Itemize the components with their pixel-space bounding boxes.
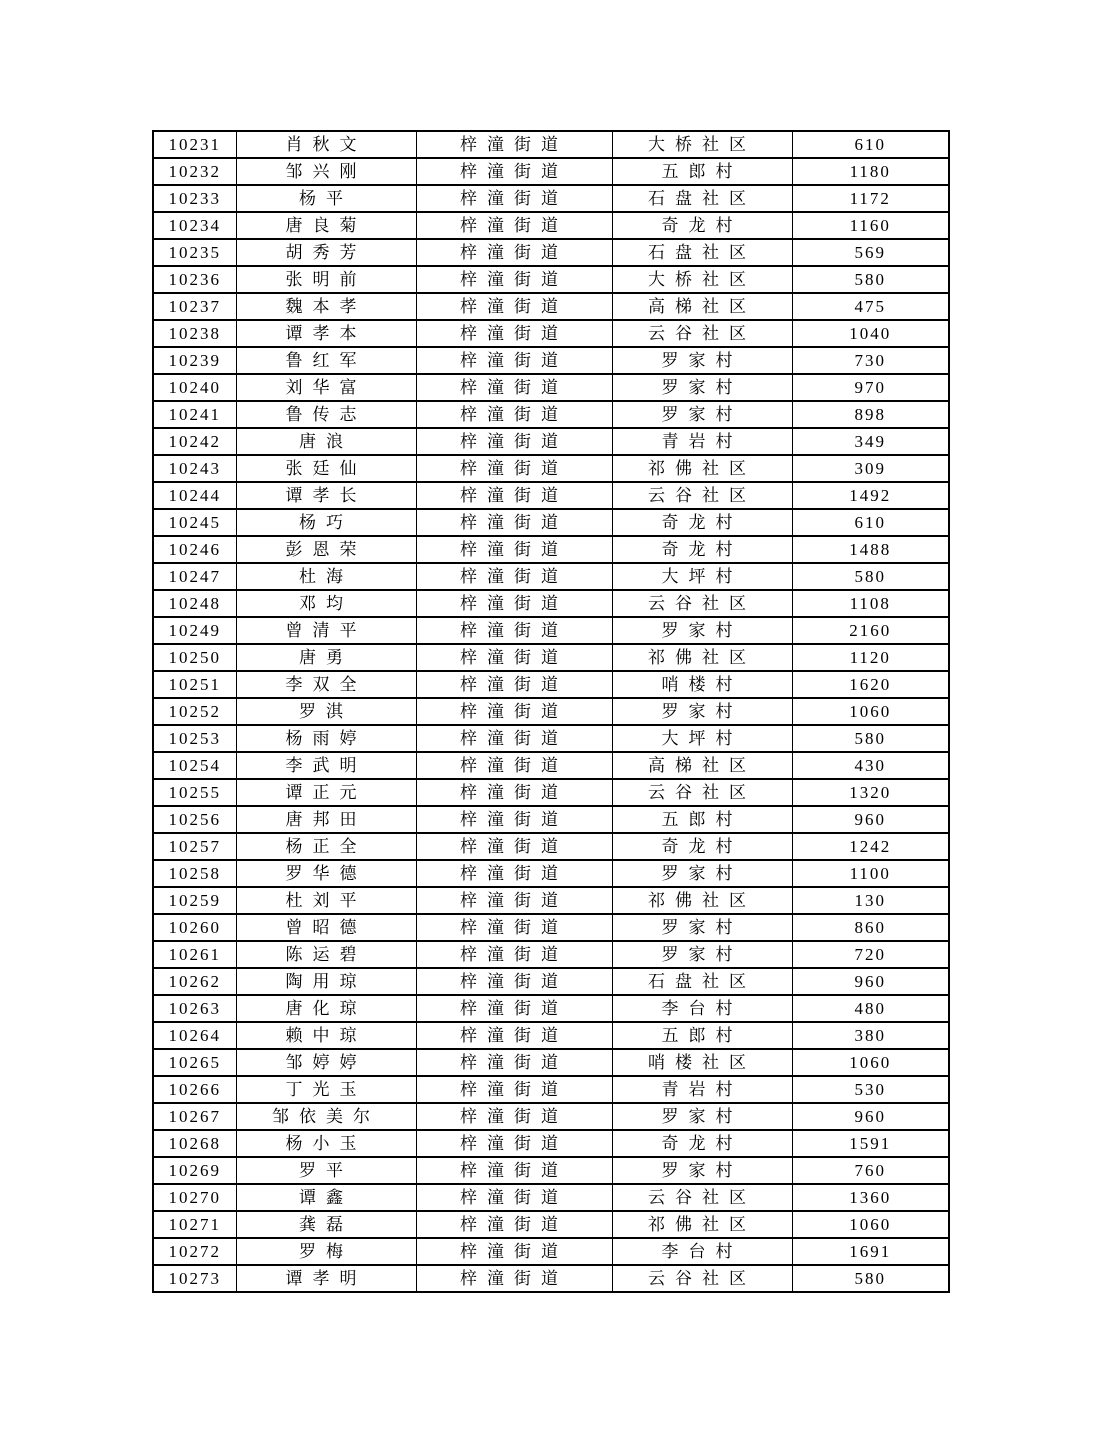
cell-village: 五郎村 (612, 806, 792, 833)
cell-amount: 720 (792, 941, 949, 968)
cell-record-id: 10239 (153, 347, 236, 374)
cell-record-id: 10256 (153, 806, 236, 833)
table-row (153, 1076, 949, 1103)
table-row (153, 347, 949, 374)
cell-village: 奇龙村 (612, 833, 792, 860)
cell-village: 奇龙村 (612, 212, 792, 239)
cell-street: 梓潼街道 (416, 1103, 612, 1130)
cell-record-id: 10234 (153, 212, 236, 239)
cell-record-id: 10241 (153, 401, 236, 428)
cell-village: 李台村 (612, 1238, 792, 1265)
cell-village: 云谷社区 (612, 482, 792, 509)
cell-person-name: 邓均 (236, 590, 416, 617)
cell-record-id: 10263 (153, 995, 236, 1022)
cell-village: 罗家村 (612, 698, 792, 725)
cell-street: 梓潼街道 (416, 185, 612, 212)
table-row (153, 995, 949, 1022)
cell-person-name: 唐邦田 (236, 806, 416, 833)
cell-village: 云谷社区 (612, 779, 792, 806)
cell-street: 梓潼街道 (416, 1130, 612, 1157)
cell-record-id: 10255 (153, 779, 236, 806)
table-row (153, 293, 949, 320)
cell-amount: 580 (792, 266, 949, 293)
records-table-body (153, 131, 949, 1292)
table-row (153, 860, 949, 887)
cell-person-name: 赖中琼 (236, 1022, 416, 1049)
cell-record-id: 10253 (153, 725, 236, 752)
table-row (153, 887, 949, 914)
cell-street: 梓潼街道 (416, 617, 612, 644)
cell-village: 石盘社区 (612, 968, 792, 995)
cell-amount: 1120 (792, 644, 949, 671)
cell-street: 梓潼街道 (416, 860, 612, 887)
cell-street: 梓潼街道 (416, 914, 612, 941)
cell-amount: 1492 (792, 482, 949, 509)
table-row (153, 1130, 949, 1157)
cell-person-name: 谭孝明 (236, 1265, 416, 1292)
cell-person-name: 唐良菊 (236, 212, 416, 239)
cell-village: 罗家村 (612, 374, 792, 401)
cell-person-name: 邹兴刚 (236, 158, 416, 185)
table-row (153, 266, 949, 293)
cell-amount: 1620 (792, 671, 949, 698)
cell-street: 梓潼街道 (416, 1211, 612, 1238)
cell-record-id: 10231 (153, 131, 236, 158)
table-row (153, 1049, 949, 1076)
cell-person-name: 丁光玉 (236, 1076, 416, 1103)
cell-record-id: 10262 (153, 968, 236, 995)
cell-person-name: 谭孝本 (236, 320, 416, 347)
table-row (153, 590, 949, 617)
table-row (153, 239, 949, 266)
cell-person-name: 胡秀芳 (236, 239, 416, 266)
cell-village: 奇龙村 (612, 509, 792, 536)
cell-amount: 569 (792, 239, 949, 266)
cell-street: 梓潼街道 (416, 401, 612, 428)
cell-amount: 960 (792, 1103, 949, 1130)
table-row (153, 131, 949, 158)
cell-street: 梓潼街道 (416, 941, 612, 968)
cell-amount: 380 (792, 1022, 949, 1049)
cell-village: 罗家村 (612, 941, 792, 968)
cell-amount: 475 (792, 293, 949, 320)
cell-street: 梓潼街道 (416, 752, 612, 779)
cell-person-name: 杨巧 (236, 509, 416, 536)
cell-record-id: 10248 (153, 590, 236, 617)
cell-street: 梓潼街道 (416, 563, 612, 590)
cell-person-name: 罗华德 (236, 860, 416, 887)
cell-amount: 898 (792, 401, 949, 428)
cell-amount: 1180 (792, 158, 949, 185)
cell-person-name: 谭鑫 (236, 1184, 416, 1211)
cell-amount: 309 (792, 455, 949, 482)
cell-amount: 1591 (792, 1130, 949, 1157)
table-row (153, 779, 949, 806)
cell-street: 梓潼街道 (416, 509, 612, 536)
cell-record-id: 10272 (153, 1238, 236, 1265)
cell-amount: 960 (792, 968, 949, 995)
table-row (153, 536, 949, 563)
cell-person-name: 张明前 (236, 266, 416, 293)
cell-amount: 610 (792, 131, 949, 158)
cell-street: 梓潼街道 (416, 482, 612, 509)
cell-street: 梓潼街道 (416, 131, 612, 158)
table-row (153, 968, 949, 995)
cell-record-id: 10260 (153, 914, 236, 941)
table-row (153, 482, 949, 509)
cell-village: 云谷社区 (612, 320, 792, 347)
cell-amount: 580 (792, 563, 949, 590)
cell-street: 梓潼街道 (416, 725, 612, 752)
cell-village: 云谷社区 (612, 1184, 792, 1211)
cell-street: 梓潼街道 (416, 1265, 612, 1292)
cell-village: 罗家村 (612, 401, 792, 428)
cell-person-name: 鲁红军 (236, 347, 416, 374)
cell-amount: 349 (792, 428, 949, 455)
cell-street: 梓潼街道 (416, 806, 612, 833)
cell-record-id: 10236 (153, 266, 236, 293)
table-row (153, 428, 949, 455)
table-row (153, 563, 949, 590)
cell-street: 梓潼街道 (416, 320, 612, 347)
table-row (153, 698, 949, 725)
cell-street: 梓潼街道 (416, 1184, 612, 1211)
table-row (153, 752, 949, 779)
cell-street: 梓潼街道 (416, 374, 612, 401)
cell-amount: 1060 (792, 1049, 949, 1076)
cell-amount: 610 (792, 509, 949, 536)
cell-village: 大桥社区 (612, 131, 792, 158)
table-row (153, 617, 949, 644)
cell-village: 大桥社区 (612, 266, 792, 293)
cell-amount: 480 (792, 995, 949, 1022)
cell-amount: 1691 (792, 1238, 949, 1265)
cell-person-name: 龚磊 (236, 1211, 416, 1238)
cell-village: 罗家村 (612, 1157, 792, 1184)
cell-amount: 730 (792, 347, 949, 374)
cell-record-id: 10268 (153, 1130, 236, 1157)
cell-street: 梓潼街道 (416, 590, 612, 617)
cell-record-id: 10267 (153, 1103, 236, 1130)
cell-person-name: 杜海 (236, 563, 416, 590)
cell-amount: 1108 (792, 590, 949, 617)
records-table (152, 130, 950, 1293)
cell-amount: 760 (792, 1157, 949, 1184)
cell-record-id: 10233 (153, 185, 236, 212)
cell-village: 石盘社区 (612, 185, 792, 212)
cell-village: 哨楼社区 (612, 1049, 792, 1076)
cell-person-name: 李双全 (236, 671, 416, 698)
cell-person-name: 魏本孝 (236, 293, 416, 320)
cell-street: 梓潼街道 (416, 779, 612, 806)
cell-person-name: 杨平 (236, 185, 416, 212)
table-row (153, 1211, 949, 1238)
cell-person-name: 杨雨婷 (236, 725, 416, 752)
cell-amount: 970 (792, 374, 949, 401)
cell-record-id: 10270 (153, 1184, 236, 1211)
cell-amount: 1360 (792, 1184, 949, 1211)
cell-street: 梓潼街道 (416, 968, 612, 995)
cell-record-id: 10266 (153, 1076, 236, 1103)
cell-person-name: 杜刘平 (236, 887, 416, 914)
cell-person-name: 谭正元 (236, 779, 416, 806)
cell-person-name: 杨正全 (236, 833, 416, 860)
cell-person-name: 彭恩荣 (236, 536, 416, 563)
cell-village: 高梯社区 (612, 752, 792, 779)
cell-person-name: 曾清平 (236, 617, 416, 644)
cell-street: 梓潼街道 (416, 1238, 612, 1265)
cell-village: 祁佛社区 (612, 887, 792, 914)
cell-amount: 130 (792, 887, 949, 914)
cell-amount: 1160 (792, 212, 949, 239)
cell-amount: 430 (792, 752, 949, 779)
cell-record-id: 10271 (153, 1211, 236, 1238)
cell-village: 哨楼村 (612, 671, 792, 698)
table-row (153, 671, 949, 698)
cell-village: 青岩村 (612, 1076, 792, 1103)
table-row (153, 158, 949, 185)
cell-amount: 1488 (792, 536, 949, 563)
cell-street: 梓潼街道 (416, 1076, 612, 1103)
cell-street: 梓潼街道 (416, 347, 612, 374)
cell-record-id: 10254 (153, 752, 236, 779)
cell-amount: 860 (792, 914, 949, 941)
cell-record-id: 10252 (153, 698, 236, 725)
cell-person-name: 刘华富 (236, 374, 416, 401)
cell-person-name: 鲁传志 (236, 401, 416, 428)
cell-street: 梓潼街道 (416, 212, 612, 239)
cell-record-id: 10244 (153, 482, 236, 509)
cell-village: 罗家村 (612, 1103, 792, 1130)
cell-person-name: 邹依美尔 (236, 1103, 416, 1130)
cell-person-name: 肖秋文 (236, 131, 416, 158)
cell-amount: 530 (792, 1076, 949, 1103)
cell-village: 云谷社区 (612, 1265, 792, 1292)
cell-village: 罗家村 (612, 347, 792, 374)
table-row (153, 725, 949, 752)
table-row (153, 455, 949, 482)
cell-record-id: 10249 (153, 617, 236, 644)
cell-record-id: 10245 (153, 509, 236, 536)
cell-person-name: 曾昭德 (236, 914, 416, 941)
cell-village: 高梯社区 (612, 293, 792, 320)
table-row (153, 212, 949, 239)
cell-amount: 1242 (792, 833, 949, 860)
cell-amount: 1060 (792, 1211, 949, 1238)
cell-person-name: 陶用琼 (236, 968, 416, 995)
cell-amount: 580 (792, 725, 949, 752)
cell-amount: 2160 (792, 617, 949, 644)
cell-record-id: 10264 (153, 1022, 236, 1049)
cell-person-name: 谭孝长 (236, 482, 416, 509)
cell-village: 祁佛社区 (612, 455, 792, 482)
cell-person-name: 唐化琼 (236, 995, 416, 1022)
cell-street: 梓潼街道 (416, 1022, 612, 1049)
cell-village: 罗家村 (612, 617, 792, 644)
cell-record-id: 10247 (153, 563, 236, 590)
cell-village: 奇龙村 (612, 536, 792, 563)
cell-record-id: 10238 (153, 320, 236, 347)
cell-record-id: 10259 (153, 887, 236, 914)
cell-village: 祁佛社区 (612, 1211, 792, 1238)
cell-street: 梓潼街道 (416, 671, 612, 698)
table-row (153, 185, 949, 212)
cell-person-name: 罗淇 (236, 698, 416, 725)
cell-record-id: 10265 (153, 1049, 236, 1076)
cell-record-id: 10261 (153, 941, 236, 968)
cell-amount: 580 (792, 1265, 949, 1292)
table-row (153, 914, 949, 941)
cell-street: 梓潼街道 (416, 428, 612, 455)
table-row (153, 1265, 949, 1292)
table-row (153, 509, 949, 536)
cell-person-name: 唐浪 (236, 428, 416, 455)
cell-village: 李台村 (612, 995, 792, 1022)
table-row (153, 1184, 949, 1211)
cell-record-id: 10258 (153, 860, 236, 887)
cell-amount: 1040 (792, 320, 949, 347)
cell-amount: 960 (792, 806, 949, 833)
cell-street: 梓潼街道 (416, 1049, 612, 1076)
table-row (153, 401, 949, 428)
cell-street: 梓潼街道 (416, 239, 612, 266)
cell-person-name: 罗梅 (236, 1238, 416, 1265)
table-row (153, 1157, 949, 1184)
cell-person-name: 邹婷婷 (236, 1049, 416, 1076)
cell-amount: 1320 (792, 779, 949, 806)
cell-person-name: 唐勇 (236, 644, 416, 671)
cell-village: 五郎村 (612, 158, 792, 185)
cell-person-name: 李武明 (236, 752, 416, 779)
cell-person-name: 张廷仙 (236, 455, 416, 482)
cell-amount: 1060 (792, 698, 949, 725)
cell-street: 梓潼街道 (416, 293, 612, 320)
cell-record-id: 10243 (153, 455, 236, 482)
cell-record-id: 10269 (153, 1157, 236, 1184)
table-row (153, 644, 949, 671)
table-row (153, 806, 949, 833)
cell-street: 梓潼街道 (416, 698, 612, 725)
cell-record-id: 10246 (153, 536, 236, 563)
cell-street: 梓潼街道 (416, 887, 612, 914)
cell-record-id: 10232 (153, 158, 236, 185)
cell-street: 梓潼街道 (416, 455, 612, 482)
table-row (153, 1238, 949, 1265)
cell-street: 梓潼街道 (416, 1157, 612, 1184)
table-row (153, 1022, 949, 1049)
cell-village: 云谷社区 (612, 590, 792, 617)
cell-amount: 1172 (792, 185, 949, 212)
cell-person-name: 陈运碧 (236, 941, 416, 968)
cell-record-id: 10235 (153, 239, 236, 266)
cell-person-name: 罗平 (236, 1157, 416, 1184)
table-row (153, 374, 949, 401)
cell-village: 大坪村 (612, 725, 792, 752)
cell-street: 梓潼街道 (416, 266, 612, 293)
cell-record-id: 10273 (153, 1265, 236, 1292)
cell-street: 梓潼街道 (416, 158, 612, 185)
table-row (153, 1103, 949, 1130)
cell-village: 祁佛社区 (612, 644, 792, 671)
cell-village: 青岩村 (612, 428, 792, 455)
cell-village: 大坪村 (612, 563, 792, 590)
cell-record-id: 10257 (153, 833, 236, 860)
cell-street: 梓潼街道 (416, 644, 612, 671)
table-row (153, 833, 949, 860)
cell-record-id: 10251 (153, 671, 236, 698)
cell-amount: 1100 (792, 860, 949, 887)
cell-person-name: 杨小玉 (236, 1130, 416, 1157)
cell-street: 梓潼街道 (416, 995, 612, 1022)
cell-village: 石盘社区 (612, 239, 792, 266)
cell-street: 梓潼街道 (416, 833, 612, 860)
cell-record-id: 10242 (153, 428, 236, 455)
table-row (153, 320, 949, 347)
cell-village: 奇龙村 (612, 1130, 792, 1157)
cell-record-id: 10240 (153, 374, 236, 401)
cell-record-id: 10250 (153, 644, 236, 671)
cell-street: 梓潼街道 (416, 536, 612, 563)
table-row (153, 941, 949, 968)
cell-record-id: 10237 (153, 293, 236, 320)
cell-village: 五郎村 (612, 1022, 792, 1049)
cell-village: 罗家村 (612, 860, 792, 887)
cell-village: 罗家村 (612, 914, 792, 941)
